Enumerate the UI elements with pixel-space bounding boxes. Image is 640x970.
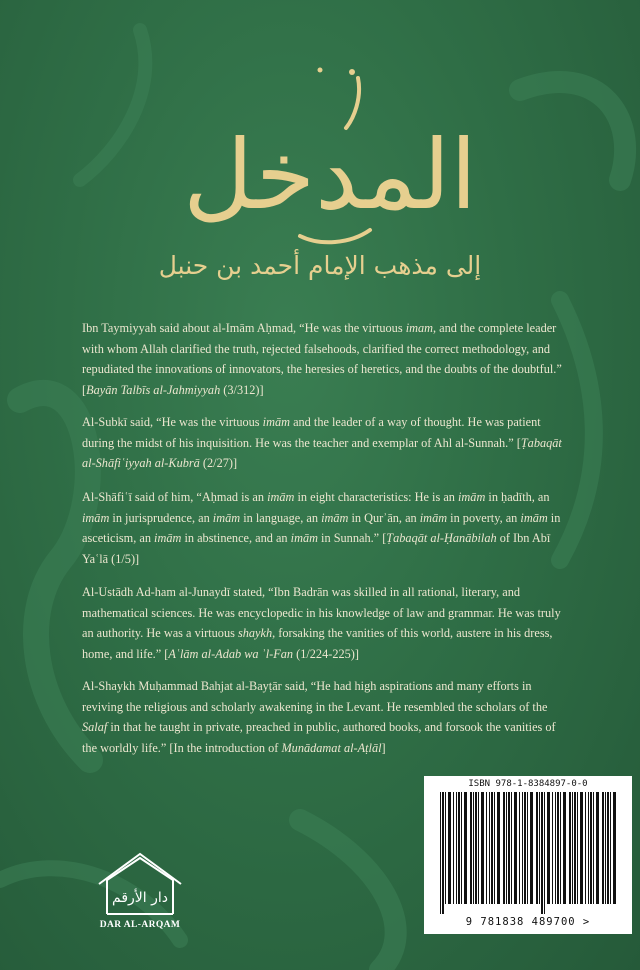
barcode-bar — [547, 792, 550, 904]
barcode-bar — [514, 792, 517, 904]
italic-term: Bayān Talbīs al-Jahmiyyah — [86, 382, 221, 397]
italic-term: imām — [267, 490, 295, 504]
barcode-bar — [475, 792, 477, 904]
italic-term: imām — [321, 510, 349, 525]
quote-al-baytar: Al-Shaykh Muḥammad Bahjat al-Bayṭār said, “He had high aspirations and many efforts in reviving the religious and scholarly awakening in the Levant. He resembled the scholars of the Salaf in that he taught in private, preached in public, authored books, and forsook the vanities of the worldly life.” [In the introduction of Munādamat al-Aṭlāl] — [82, 679, 556, 755]
italic-term: imam — [405, 321, 434, 335]
barcode-bars — [438, 792, 618, 914]
barcode-bar — [491, 792, 493, 904]
barcode-bar — [456, 792, 457, 904]
publisher-logo — [95, 850, 185, 920]
barcode-bar — [544, 792, 545, 914]
barcode-bar — [539, 792, 540, 904]
barcode-bar — [448, 792, 451, 904]
barcode-bar — [473, 792, 474, 904]
barcode-bar — [574, 792, 576, 904]
quote-al-junaydi: Al-Ustādh Ad-ham al-Junaydī stated, “Ibn Badrān was skilled in all rational, literary, and mathematical sciences. He was encyclopedic in his knowledge of law and grammar. He was truly an authority. He was a virtuous shaykh, forsaking the vanities of this world, austere in his dress, home, and life.” [Aʿlām al-Adab wa ʾl-Fan (1/224-225)] — [82, 585, 561, 661]
barcode-bar — [464, 792, 467, 904]
isbn-label: ISBN 978-1-8384897-0-0 — [468, 779, 588, 789]
arabic-subtitle: إلى مذهب الإمام أحمد بن حنبل — [158, 251, 482, 280]
barcode-bar — [610, 792, 611, 904]
arabic-title-text: المدخل — [183, 119, 477, 231]
italic-term: shaykh — [237, 626, 273, 640]
barcode-bar — [602, 792, 604, 904]
barcode-bar — [607, 792, 609, 904]
barcode-bar — [461, 792, 462, 904]
barcode-bar — [527, 792, 528, 904]
barcode-bar — [563, 792, 566, 904]
italic-term: Ṭabaqāt al-Shāfiʿiyyah al-Kubrā — [82, 435, 562, 470]
barcode-bar — [442, 792, 444, 914]
publisher-arabic-name: دار الأرقم — [112, 890, 168, 906]
italic-term: imām — [262, 415, 290, 429]
italic-term: Salaf — [82, 720, 108, 734]
italic-term: Aʿlām al-Adab wa ʾl-Fan — [168, 646, 294, 661]
barcode-bar — [560, 792, 561, 904]
barcode-bar — [445, 792, 446, 904]
barcode-bar — [557, 792, 559, 904]
barcode-bar — [508, 792, 510, 904]
barcode-bar — [494, 792, 495, 904]
barcode-bar — [605, 792, 606, 904]
italic-term: imām — [154, 531, 182, 545]
barcode-bar — [552, 792, 553, 904]
barcode-bar — [470, 792, 472, 904]
barcode-bar — [506, 792, 507, 904]
barcode-bar — [585, 792, 586, 904]
barcode-bar — [593, 792, 594, 904]
barcode-bar — [486, 792, 487, 904]
italic-term: imām — [520, 510, 548, 525]
barcode-bar — [440, 792, 441, 914]
barcode-bar — [569, 792, 571, 904]
italic-term: imām — [212, 510, 241, 525]
quote-al-shafii: Al-Shāfiʿī said of him, “Aḥmad is an imām in eight characteristics: He is an imām in ḥadīth, an imām in jurisprudence, an imām in language, an imām in Qurʾān, an imām in poverty, an imām in asceticism, an imām in abstinence, and an imām in Sunnah.” [Ṭabaqāt al-Ḥanābilah of Ibn Abī Yaʿlā (1/5)] — [82, 490, 561, 566]
barcode-bar — [497, 792, 500, 904]
barcode-bar — [511, 792, 512, 904]
barcode-bar — [577, 792, 578, 904]
barcode-bar — [519, 792, 520, 904]
publisher-name: DAR AL-ARQAM — [99, 920, 181, 930]
barcode-bar — [530, 792, 533, 904]
barcode-bar — [489, 792, 490, 904]
barcode-bar — [596, 792, 599, 904]
barcode-bar — [613, 792, 616, 904]
barcode-bar — [588, 792, 589, 904]
italic-term: imām — [290, 531, 318, 545]
italic-term: imām — [458, 490, 486, 504]
arabic-title-calligraphy — [183, 58, 477, 258]
barcode-bar — [481, 792, 484, 904]
quote-al-subki: Al-Subkī said, “He was the virtuous imām and the leader of a way of thought. He was patient during the midst of his inquisition. He was the teacher and exemplar of Ahl al-Sunnah.” [Ṭabaqāt al-Shāfiʿiyyah al-Kubrā (2/27)] — [82, 415, 562, 470]
barcode-bar — [453, 792, 454, 904]
italic-term: Ṭabaqāt al-Ḥanābilah — [386, 531, 497, 545]
quote-ibn-taymiyyah: Ibn Taymiyyah said about al-Imām Aḥmad, “He was the virtuous imam, and the complete leader with whom Allah clarified the truth, rejected falsehoods, clarified the correct methodology, and repudiated the innovations of innovators, the heresies of heretics, and the doubts of the doubtful.” [Bayān Talbīs al-Jahmiyyah (3/312)] — [82, 321, 562, 397]
barcode-bar — [503, 792, 505, 904]
isbn-digits: 9 781838 489700 > — [465, 916, 591, 928]
italic-term: Munādamat al-Aṭlāl — [281, 740, 382, 755]
barcode-bar — [541, 792, 543, 914]
italic-term: imām — [419, 510, 448, 525]
barcode-bar — [522, 792, 523, 904]
barcode-bar — [524, 792, 526, 904]
isbn-barcode — [424, 776, 632, 934]
italic-term: imām — [82, 510, 110, 525]
barcode-bar — [590, 792, 592, 904]
barcode-bar — [580, 792, 583, 904]
barcode-bar — [536, 792, 538, 904]
barcode-bar — [478, 792, 479, 904]
barcode-bar — [572, 792, 573, 904]
barcode-bar — [555, 792, 556, 904]
barcode-bar — [458, 792, 460, 904]
